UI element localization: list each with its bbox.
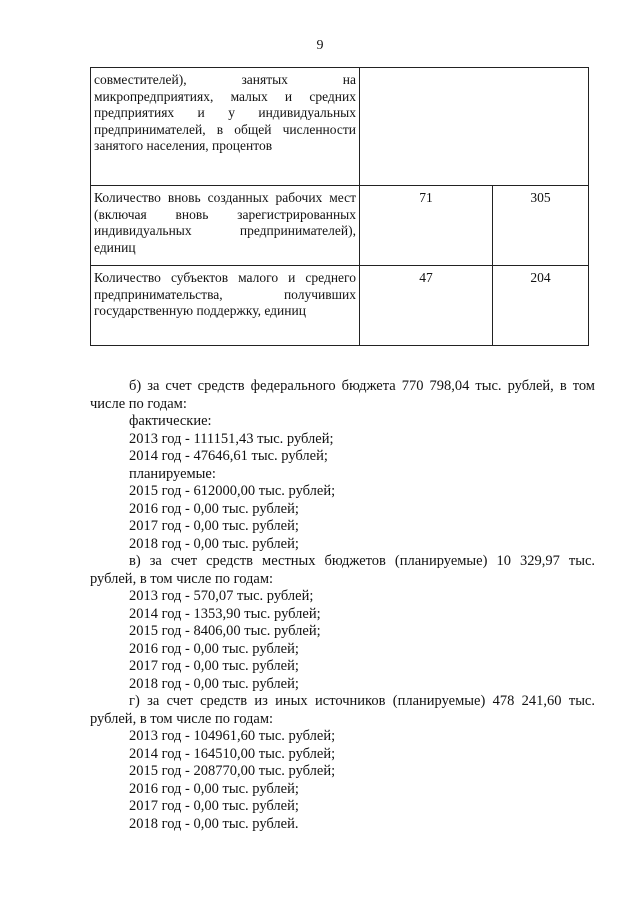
local-year-line: 2013 год - 570,07 тыс. рублей;: [129, 588, 314, 604]
local-year-line: 2014 год - 1353,90 тыс. рублей;: [129, 605, 321, 622]
table-cell-value: [360, 68, 589, 186]
table-row: [91, 68, 589, 186]
table-cell-value: 204: [493, 266, 589, 346]
page-number: 9: [316, 38, 324, 53]
federal-intro: б) за счет средств федерального бюджета 770 798,04 тыс. рублей, в том числе по годам:: [90, 378, 595, 412]
other-intro: г) за счет средств из иных источников (планируемые) 478 241,60 тыс. рублей, в том числе по годам:: [90, 693, 595, 727]
table-row: [91, 266, 589, 346]
other-year-line: 2016 год - 0,00 тыс. рублей;: [129, 780, 299, 797]
table-cell-label: совместителей), занятых на микропредприятиях, малых и средних предприятиях и у индивидуальных предпринимателей, в общей численности занятого населения, процентов: [91, 68, 360, 186]
local-year-line: 2017 год - 0,00 тыс. рублей;: [129, 658, 299, 674]
federal-year-line: 2014 год - 47646,61 тыс. рублей;: [129, 448, 328, 464]
other-year-line: 2017 год - 0,00 тыс. рублей;: [129, 798, 299, 814]
federal-planned-label: планируемые:: [129, 465, 216, 482]
other-year-line: 2013 год - 104961,60 тыс. рублей;: [129, 728, 336, 744]
federal-year-line: 2016 год - 0,00 тыс. рублей;: [129, 500, 299, 517]
other-year-line: 2018 год - 0,00 тыс. рублей.: [129, 815, 299, 832]
other-year-line: 2014 год - 164510,00 тыс. рублей;: [129, 745, 336, 762]
table-cell-value: 305: [493, 186, 589, 266]
table-cell-label: Количество вновь созданных рабочих мест (включая вновь зарегистрированных индивидуальных предпринимателей), единиц: [91, 186, 360, 266]
local-intro: в) за счет средств местных бюджетов (планируемые) 10 329,97 тыс. рублей, в том числе по годам:: [90, 553, 595, 587]
funding-text: [90, 378, 595, 833]
federal-year-line: 2013 год - 111151,43 тыс. рублей;: [129, 430, 334, 447]
local-year-line: 2018 год - 0,00 тыс. рублей;: [129, 675, 299, 692]
federal-year-line: 2018 год - 0,00 тыс. рублей;: [129, 535, 299, 552]
local-year-line: 2015 год - 8406,00 тыс. рублей;: [129, 623, 321, 639]
table-cell-value: 47: [360, 266, 493, 346]
other-year-line: 2015 год - 208770,00 тыс. рублей;: [129, 763, 336, 779]
indicators-table: [90, 67, 589, 346]
federal-actual-label: фактические:: [129, 413, 212, 429]
table-cell-label: Количество субъектов малого и среднего предпринимательства, получивших государственную поддержку, единиц: [91, 266, 360, 346]
federal-year-line: 2017 год - 0,00 тыс. рублей;: [129, 518, 299, 534]
table-row: [91, 186, 589, 266]
local-year-line: 2016 год - 0,00 тыс. рублей;: [129, 640, 299, 657]
table-cell-value: 71: [360, 186, 493, 266]
federal-year-line: 2015 год - 612000,00 тыс. рублей;: [129, 483, 336, 499]
